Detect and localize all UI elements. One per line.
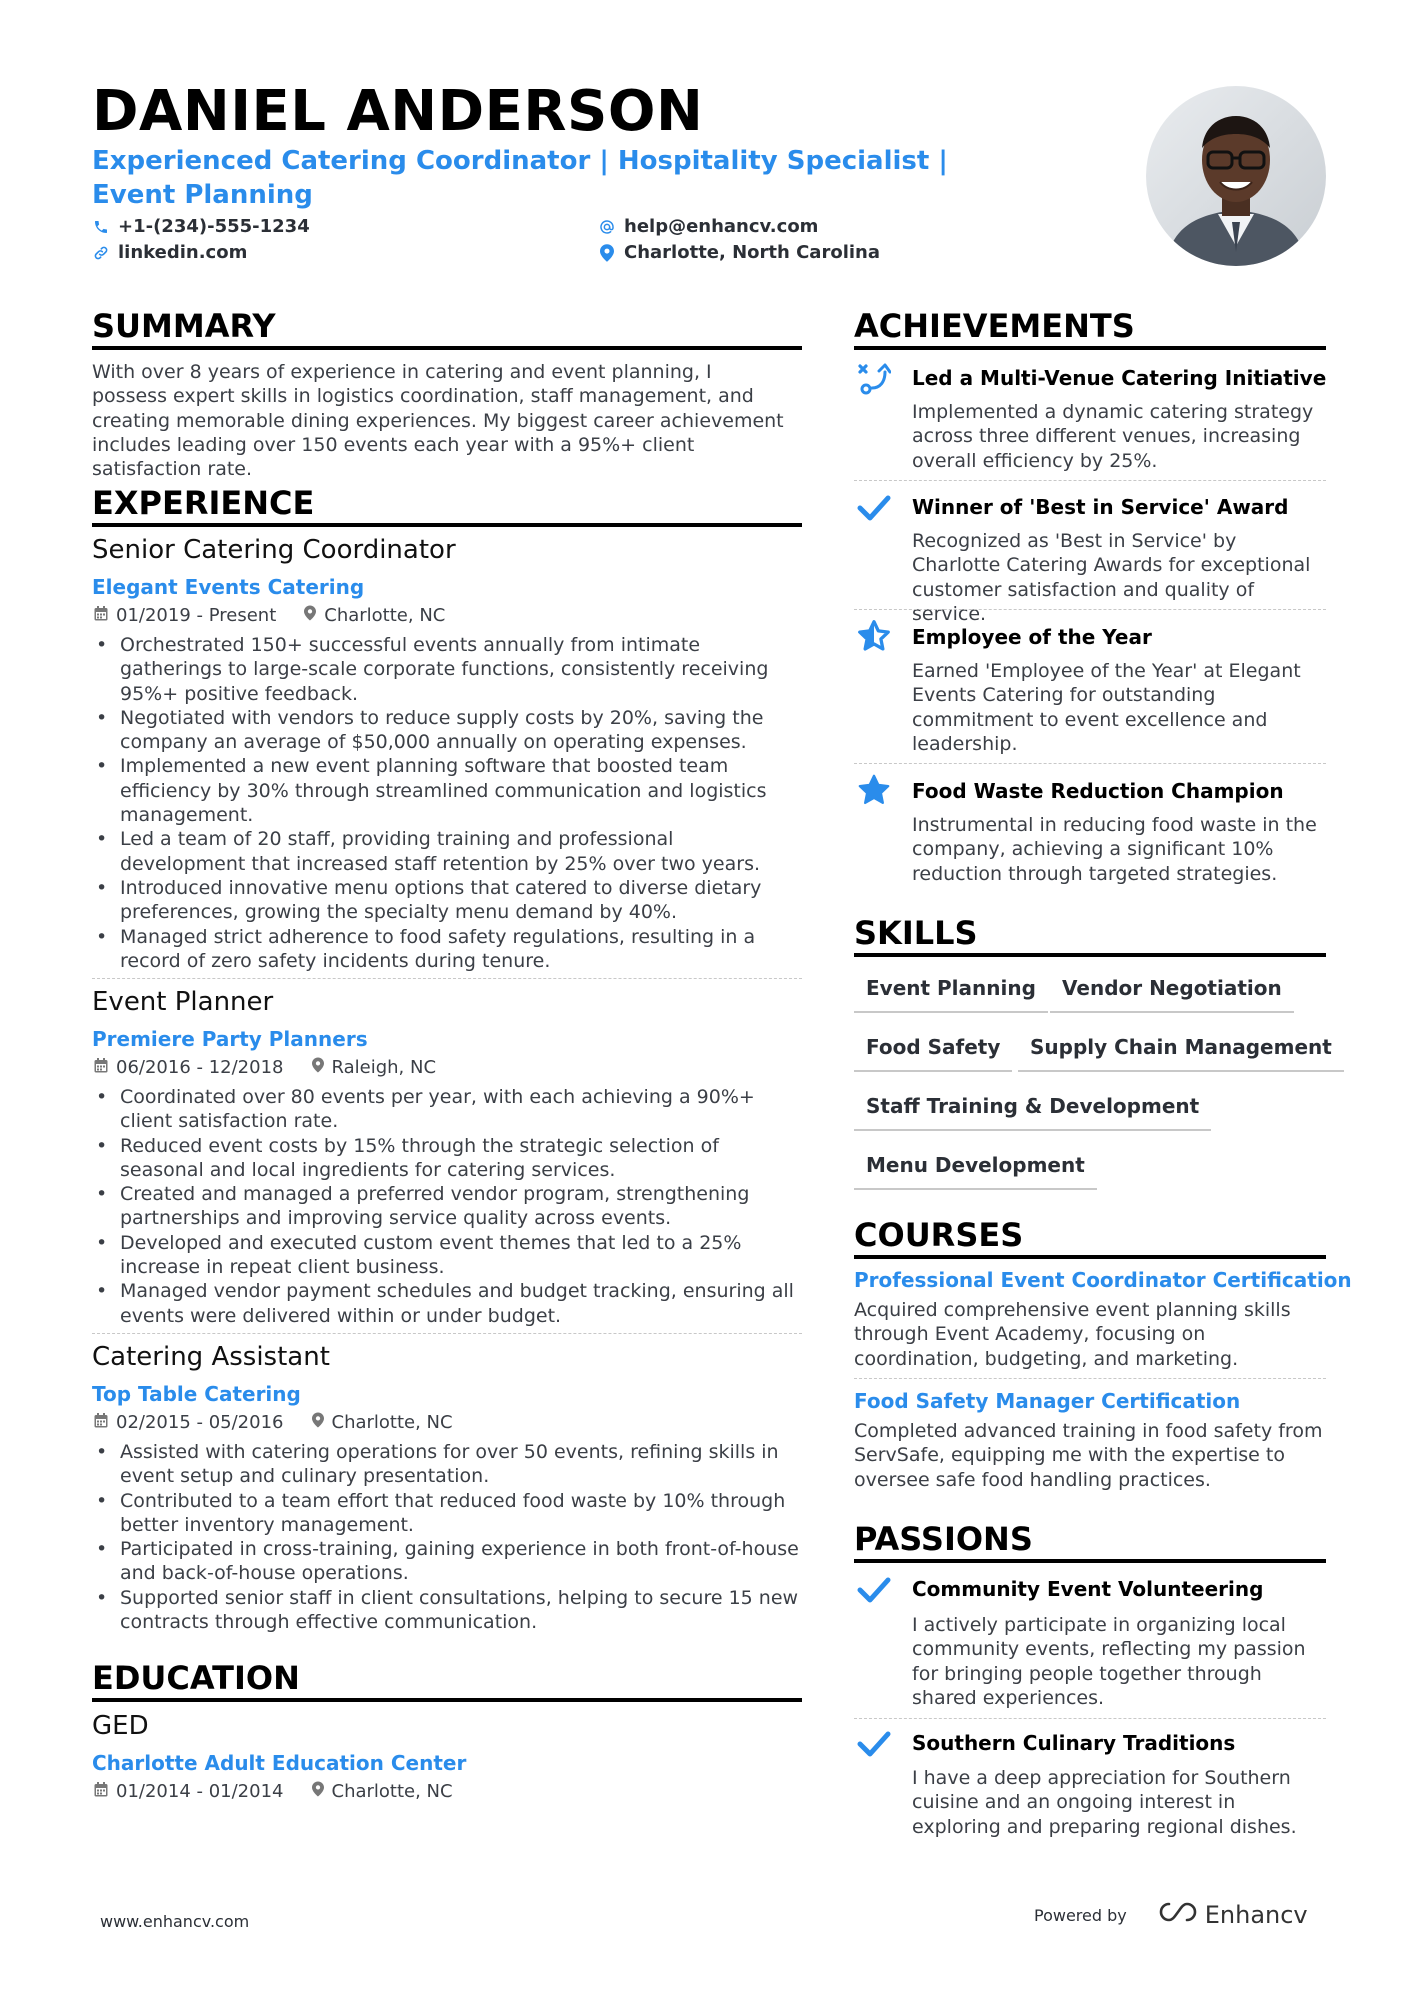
job-location: [312, 1056, 437, 1080]
job-meta: [94, 604, 473, 628]
job-location-text: Charlotte, NC: [331, 1412, 453, 1433]
contact-phone: [92, 215, 310, 239]
course-title: Professional Event Coordinator Certification: [854, 1268, 1352, 1292]
courses-heading: COURSES: [854, 1216, 1024, 1254]
job-role: Event Planner: [92, 987, 274, 1017]
course-desc: Acquired comprehensive event planning skills through Event Academy, focusing on coordination, budgeting, and marketing.: [854, 1299, 1291, 1370]
list-item: • Managed vendor payment schedules and budget tracking, ensuring all events were delivered within or under budget.: [92, 1279, 802, 1328]
phone-icon: [92, 218, 110, 236]
list-item: • Contributed to a team effort that reduced food waste by 10% through better inventory management.: [92, 1489, 802, 1538]
passion-desc: I have a deep appreciation for Southern cuisine and an ongoing interest in exploring and preparing regional dishes.: [912, 1767, 1297, 1838]
check-icon: [856, 490, 892, 526]
enhancv-logo[interactable]: [1151, 1900, 1308, 1930]
enhancv-logo-icon: [1151, 1900, 1197, 1930]
location-text: Charlotte, North Carolina: [624, 242, 880, 263]
skills-heading: SKILLS: [854, 914, 978, 952]
job-meta: [94, 1411, 481, 1435]
achievements-heading: ACHIEVEMENTS: [854, 307, 1135, 345]
passions-heading: PASSIONS: [854, 1520, 1033, 1558]
experience-heading: EXPERIENCE: [92, 484, 315, 522]
list-item: • Led a team of 20 staff, providing training and professional development that increased staff retention by 25% over two years.: [92, 827, 802, 876]
job-role: Catering Assistant: [92, 1342, 330, 1372]
summary-heading: SUMMARY: [92, 307, 276, 345]
education-degree: GED: [92, 1711, 149, 1741]
skill-tag: Food Safety: [854, 1034, 1012, 1072]
phone-text: +1-(234)-555-1234: [118, 216, 310, 237]
check-icon: [856, 1726, 892, 1762]
list-item: • Reduced event costs by 15% through the strategic selection of seasonal and local ingredients for catering services.: [92, 1134, 802, 1183]
divider: [854, 1718, 1326, 1719]
education-school: Charlotte Adult Education Center: [92, 1751, 467, 1775]
list-item: • Introduced innovative menu options that catered to diverse dietary preferences, growing the specialty menu demand by 40%.: [92, 876, 802, 925]
job-bullets: [92, 1085, 802, 1328]
summary-text: With over 8 years of experience in catering and event planning, I possess expert skills in logistics coordination, staff management, and creating memorable dining experiences. My biggest career achievement includes leading over 150 events each year with a 95%+ client satisfaction rate.: [92, 361, 784, 481]
list-item: • Orchestrated 150+ successful events annually from intimate gatherings to large-scale corporate functions, consistently receiving 95%+ positive feedback.: [92, 633, 802, 706]
location-pin-icon: [312, 1780, 324, 1804]
location-pin-icon: [312, 1411, 324, 1435]
job-meta: [94, 1056, 464, 1080]
list-item: • Assisted with catering operations for over 50 events, refining skills in event setup and culinary presentation.: [92, 1440, 802, 1489]
calendar-icon: [94, 1056, 108, 1080]
job-dates: [94, 1056, 284, 1080]
achievement-title: Led a Multi-Venue Catering Initiative: [912, 366, 1327, 390]
job-company: Elegant Events Catering: [92, 575, 365, 599]
achievement-desc: Recognized as 'Best in Service' by Charlotte Catering Awards for exceptional customer satisfaction and quality of service.: [912, 530, 1311, 625]
job-dates-text: 02/2015 - 05/2016: [116, 1412, 284, 1433]
enhancv-logo-text: Enhancv: [1204, 1901, 1308, 1929]
job-location-text: Raleigh, NC: [331, 1057, 437, 1078]
education-dates-text: 01/2014 - 01/2014: [116, 1781, 284, 1802]
powered-by-text: Powered by: [1034, 1905, 1127, 1925]
at-icon: [598, 218, 616, 236]
check-icon: [856, 1572, 892, 1608]
footer-website[interactable]: www.enhancv.com: [100, 1912, 250, 1931]
skill-tag: Vendor Negotiation: [1050, 975, 1294, 1013]
list-item: • Negotiated with vendors to reduce supply costs by 20%, saving the company an average of $50,000 annually on operating expenses.: [92, 706, 802, 755]
job-dates-text: 01/2019 - Present: [116, 605, 277, 626]
achievement-desc: Earned 'Employee of the Year' at Elegant Events Catering for outstanding commitment to event excellence and leadership.: [912, 660, 1301, 755]
list-item: • Implemented a new event planning software that boosted team efficiency by 30% through streamlined communication and logistics management.: [92, 754, 802, 827]
job-bullets: [92, 1440, 802, 1634]
location-pin-icon: [598, 244, 616, 262]
achievements-rule: [854, 346, 1326, 350]
passions-rule: [854, 1559, 1326, 1563]
list-item: • Developed and executed custom event themes that led to a 25% increase in repeat client business.: [92, 1231, 802, 1280]
skill-tag: Supply Chain Management: [1018, 1034, 1344, 1072]
education-rule: [92, 1698, 802, 1702]
divider: [854, 763, 1326, 764]
list-item: • Managed strict adherence to food safety regulations, resulting in a record of zero safety incidents during tenure.: [92, 925, 802, 974]
achievement-desc: Implemented a dynamic catering strategy across three different venues, increasing overall efficiency by 25%.: [912, 401, 1314, 472]
calendar-icon: [94, 1411, 108, 1435]
courses-rule: [854, 1255, 1326, 1259]
education-heading: EDUCATION: [92, 1659, 300, 1697]
list-item: • Coordinated over 80 events per year, with each achieving a 90%+ client satisfaction rate.: [92, 1085, 802, 1134]
skill-tag: Staff Training & Development: [854, 1093, 1211, 1131]
skill-tag: Event Planning: [854, 975, 1048, 1013]
summary-rule: [92, 346, 802, 350]
experience-rule: [92, 523, 802, 527]
job-company: Top Table Catering: [92, 1382, 301, 1406]
profile-photo: [1146, 86, 1326, 266]
job-company: Premiere Party Planners: [92, 1027, 368, 1051]
strategy-icon: [856, 360, 892, 396]
course-desc: Completed advanced training in food safety from ServSafe, equipping me with the expertise to oversee safe food handling practices.: [854, 1420, 1323, 1491]
divider: [854, 480, 1326, 481]
email-text[interactable]: help@enhancv.com: [624, 216, 819, 237]
achievement-title: Winner of 'Best in Service' Award: [912, 495, 1289, 519]
passion-title: Community Event Volunteering: [912, 1577, 1264, 1601]
contact-linkedin[interactable]: [92, 241, 247, 265]
job-location-text: Charlotte, NC: [324, 605, 446, 626]
passion-title: Southern Culinary Traditions: [912, 1731, 1236, 1755]
job-bullets: [92, 633, 802, 973]
star-outline-icon: [856, 618, 892, 654]
candidate-name: DANIEL ANDERSON: [92, 79, 704, 144]
skills-rule: [854, 953, 1326, 957]
link-icon: [92, 244, 110, 262]
job-dates-text: 06/2016 - 12/2018: [116, 1057, 284, 1078]
list-item: • Participated in cross-training, gaining experience in both front-of-house and back-of-house operations.: [92, 1537, 802, 1586]
job-location: [304, 604, 445, 628]
divider: [854, 1378, 1326, 1379]
headline: Experienced Catering Coordinator | Hospitality Specialist | Event Planning: [92, 146, 948, 210]
education-location-text: Charlotte, NC: [331, 1781, 453, 1802]
list-item: • Created and managed a preferred vendor program, strengthening partnerships and improving service quality across events.: [92, 1182, 802, 1231]
achievement-title: Employee of the Year: [912, 625, 1152, 649]
list-item: • Supported senior staff in client consultations, helping to secure 15 new contracts through effective communication.: [92, 1586, 802, 1635]
job-dates: [94, 1411, 284, 1435]
linkedin-text[interactable]: linkedin.com: [118, 242, 248, 263]
job-role: Senior Catering Coordinator: [92, 535, 456, 565]
divider: [92, 978, 802, 979]
job-location: [312, 1411, 453, 1435]
education-location: [312, 1780, 453, 1804]
contact-location: [598, 241, 880, 265]
divider: [854, 609, 1326, 610]
footer-branding: [1034, 1900, 1308, 1930]
star-filled-icon: [856, 772, 892, 808]
skill-tag: Menu Development: [854, 1152, 1097, 1190]
education-dates: [94, 1780, 284, 1804]
course-title: Food Safety Manager Certification: [854, 1389, 1241, 1413]
job-dates: [94, 604, 276, 628]
divider: [92, 1333, 802, 1334]
education-meta: [94, 1780, 481, 1804]
location-pin-icon: [304, 604, 316, 628]
calendar-icon: [94, 604, 108, 628]
achievement-desc: Instrumental in reducing food waste in the company, achieving a significant 10% reduction through targeted strategies.: [912, 814, 1317, 885]
passion-desc: I actively participate in organizing local community events, reflecting my passion for bringing people together through shared experiences.: [912, 1614, 1306, 1709]
calendar-icon: [94, 1780, 108, 1804]
contact-email[interactable]: [598, 215, 818, 239]
location-pin-icon: [312, 1056, 324, 1080]
achievement-title: Food Waste Reduction Champion: [912, 779, 1284, 803]
